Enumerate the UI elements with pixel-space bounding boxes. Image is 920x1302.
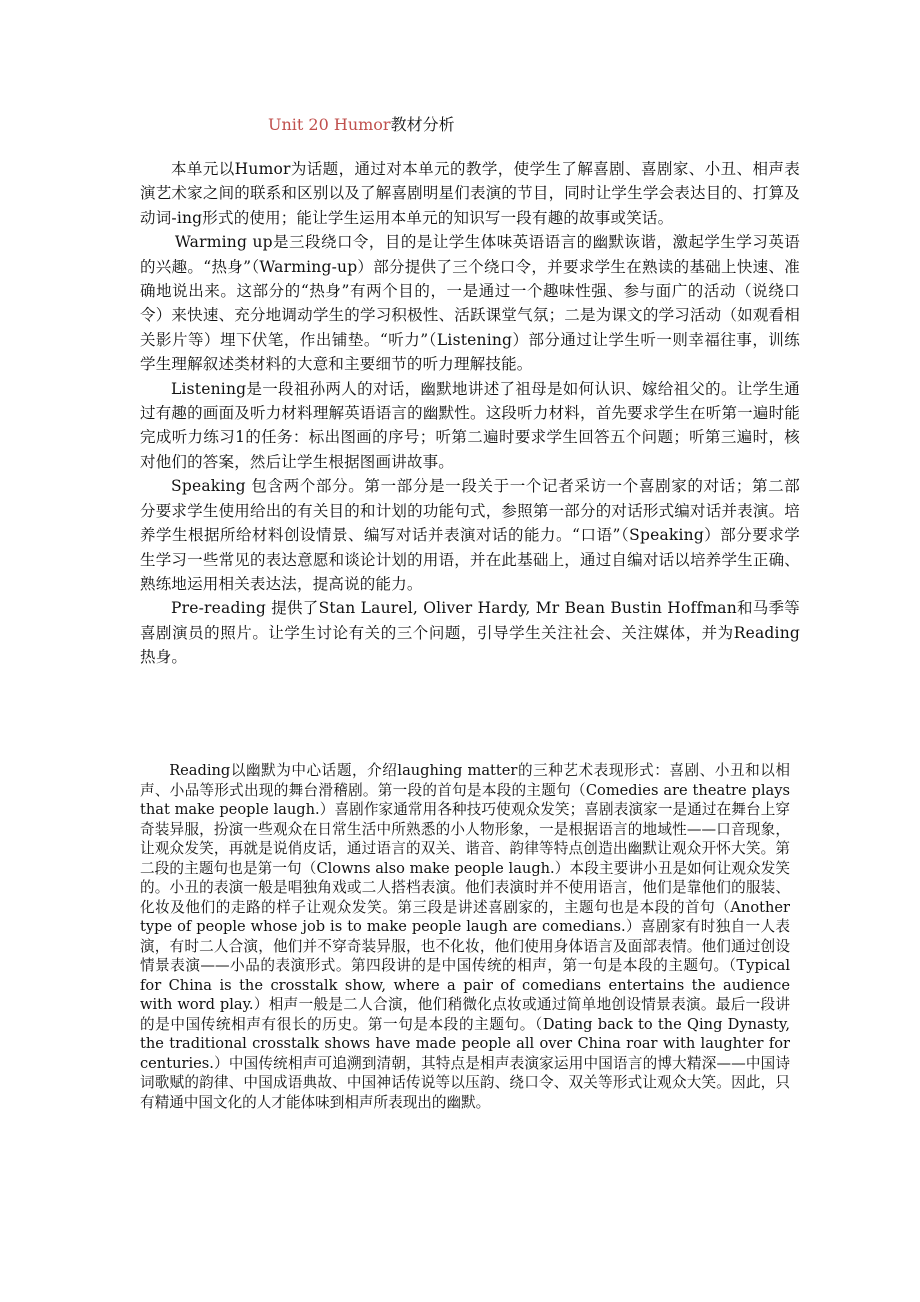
paragraph-speaking: Speaking 包含两个部分。第一部分是一段关于一个记者采访一个喜剧家的对话；第二部分要求学生使用给出的有关目的和计划的功能句式，参照第一部分的对话形式编对话并表演。培养学生根据所给材料创设情景、编写对话并表演对话的能力。“口语”（Speaking）部分要求学生学习一些常见的表达意愿和谈论计划的用语，并在此基础上，通过自编对话以培养学生正确、熟练地运用相关表达法，提高说的能力。 [140,477,800,593]
paragraph-pre-reading: Pre-reading 提供了Stan Laurel, Oliver Hardy, Mr Bean Bustin Hoffman和马季等喜剧演员的照片。让学生讨论有关的三个问题，引导学生关注社会、关注媒体，并为Reading热身。 [140,599,800,667]
title-english: Unit 20 Humor [268,115,391,134]
document-body [140,157,800,670]
document-title [268,114,455,136]
title-chinese: 教材分析 [390,115,455,134]
document-body-reading [140,761,790,1112]
paragraph-listening: Listening是一段祖孙两人的对话，幽默地讲述了祖母是如何认识、嫁给祖父的。让学生通过有趣的画面及听力材料理解英语语言的幽默性。这段听力材料，首先要求学生在听第一遍时能完成听力练习1的任务：标出图画的序号；听第二遍时要求学生回答五个问题；听第三遍时，核对他们的答案，然后让学生根据图画讲故事。 [140,379,800,471]
paragraph-intro: 本单元以Humor为话题，通过对本单元的教学，使学生了解喜剧、喜剧家、小丑、相声表演艺术家之间的联系和区别以及了解喜剧明星们表演的节目，同时让学生学会表达目的、打算及动词-ing形式的使用；能让学生运用本单元的知识写一段有趣的故事或笑话。 [140,160,800,227]
paragraph-warming-up: Warming up是三段绕口令，目的是让学生体味英语语言的幽默诙谐，激起学生学习英语的兴趣。“热身”（Warming-up）部分提供了三个绕口令，并要求学生在熟读的基础上快速、准确地说出来。这部分的“热身”有两个目的，一是通过一个趣味性强、参与面广的活动（说绕口令）来快速、充分地调动学生的学习积极性、活跃课堂气氛；二是为课文的学习活动（如观看相关影片等）埋下伏笔，作出铺垫。“听力”（Listening）部分通过让学生听一则幸福往事，训练学生理解叙述类材料的大意和主要细节的听力理解技能。 [140,233,800,374]
paragraph-reading: Reading以幽默为中心话题，介绍laughing matter的三种艺术表现形式：喜剧、小丑和以相声、小品等形式出现的舞台滑稽剧。第一段的首句是本段的主题句（Comedies are theatre plays that make people laugh.）喜剧作家通常用各种技巧使观众发笑；喜剧表演家一是通过在舞台上穿奇装异服，扮演一些观众在日常生活中所熟悉的小人物形象，一是根据语言的地域性——口音现象，让观众发笑，再就是说俏皮话，通过语言的双关、谐音、韵律等特点创造出幽默让观众开怀大笑。第二段的主题句也是第一句（Clowns also make people laugh.）本段主要讲小丑是如何让观众发笑的。小丑的表演一般是唱独角戏或二人搭档表演。他们表演时并不使用语言，他们是靠他们的服装、化妆及他们的走路的样子让观众发笑。第三段是讲述喜剧家的，主题句也是本段的首句（Another type of people whose job is to make people laugh are comedians.）喜剧家有时独自一人表演，有时二人合演，他们并不穿奇装异服，也不化妆，他们使用身体语言及面部表情。他们通过创设情景表演——小品的表演形式。第四段讲的是中国传统的相声，第一句是本段的主题句。（Typical for China is the crosstalk show, where a pair of comedians entertains the audience with word play.）相声一般是二人合演，他们稍微化点妆或通过简单地创设情景表演。最后一段讲的是中国传统相声有很长的历史。第一句是本段的主题句。（Dating back to the Qing Dynasty, the traditional crosstalk shows have made people all over China roar with laughter for centuries.）中国传统相声可追溯到清朝，其特点是相声表演家运用中国语言的博大精深——中国诗词歌赋的韵律、中国成语典故、中国神话传说等以压韵、绕口令、双关等形式让观众大笑。因此，只有精通中国文化的人才能体味到相声所表现出的幽默。 [140,762,790,1111]
